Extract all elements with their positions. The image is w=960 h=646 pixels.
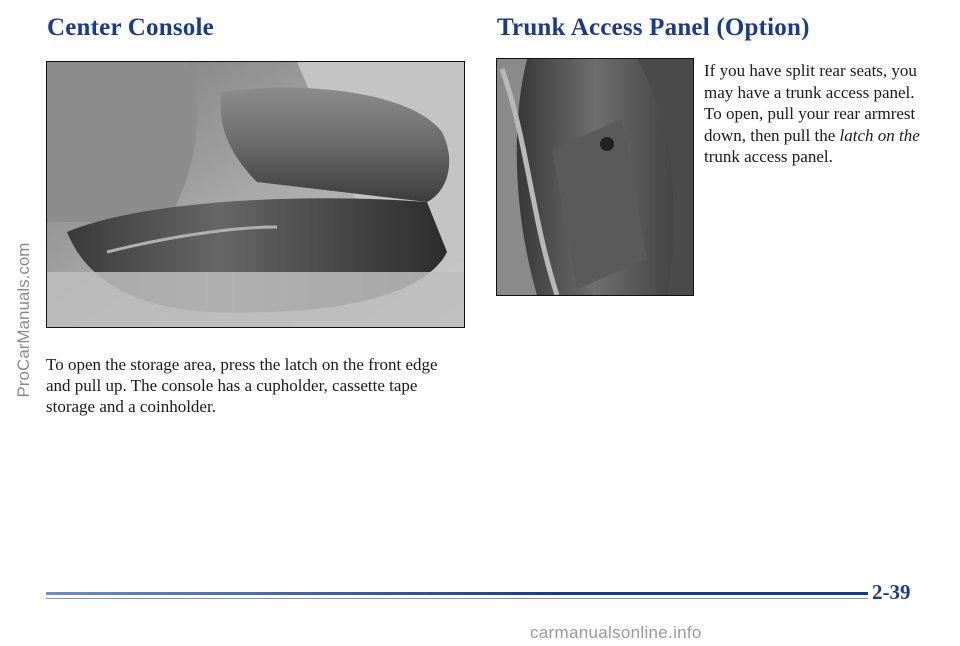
center-console-photo bbox=[46, 61, 465, 328]
page-number: 2-39 bbox=[868, 580, 911, 605]
center-console-heading: Center Console bbox=[47, 14, 214, 41]
center-console-paragraph: To open the storage area, press the latch on the front edge and pull up. The console has a cupholder, cassette tape storage and a coinholder. bbox=[46, 355, 438, 416]
trunk-access-panel-photo bbox=[496, 58, 694, 296]
bottom-watermark: carmanualsonline.info bbox=[530, 623, 702, 642]
side-watermark bbox=[2, 220, 46, 420]
latch-emphasis: latch on the bbox=[839, 125, 920, 145]
side-watermark-text: ProCarManuals.com bbox=[14, 242, 33, 398]
trunk-access-panel-paragraph bbox=[704, 60, 924, 168]
trunk-paragraph-text: If you have split rear seats, you may have a trunk access panel. To open, pull your rear armrest down, then pull the bbox=[704, 61, 917, 145]
footer-rule-thin bbox=[46, 598, 900, 599]
trunk-paragraph-text-end: trunk access panel. bbox=[704, 147, 833, 166]
trunk-access-panel-heading: Trunk Access Panel (Option) bbox=[497, 14, 810, 41]
trunk-access-panel-illustration bbox=[497, 59, 693, 295]
center-console-illustration bbox=[47, 62, 464, 327]
footer-rule bbox=[46, 592, 900, 595]
